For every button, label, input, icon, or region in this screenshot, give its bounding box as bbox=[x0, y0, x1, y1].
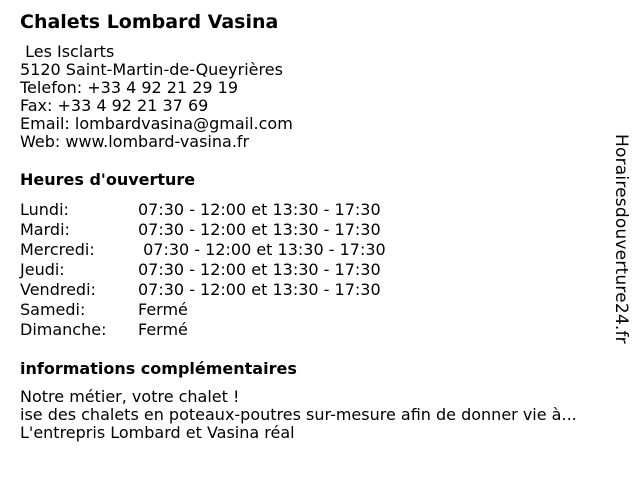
hours-row-friday bbox=[20, 280, 620, 300]
day-time: 07:30 - 12:00 et 13:30 - 17:30 bbox=[138, 240, 386, 259]
day-label: Samedi: bbox=[20, 300, 86, 319]
day-time: 07:30 - 12:00 et 13:30 - 17:30 bbox=[138, 280, 381, 299]
phone-line: Telefon: +33 4 92 21 29 19 bbox=[20, 78, 239, 97]
day-label: Jeudi: bbox=[20, 260, 65, 279]
info-line-2: ise des chalets en poteaux-poutres sur-mesure afin de donner vie à... bbox=[20, 405, 577, 424]
day-label: Lundi: bbox=[20, 200, 69, 219]
hours-title: Heures d'ouverture bbox=[20, 170, 196, 189]
info-block bbox=[20, 388, 620, 442]
day-time: Fermé bbox=[138, 300, 188, 319]
hours-table bbox=[20, 200, 620, 340]
day-time: 07:30 - 12:00 et 13:30 - 17:30 bbox=[138, 200, 381, 219]
day-label: Dimanche: bbox=[20, 320, 107, 339]
address-line-2: 5120 Saint-Martin-de-Queyrières bbox=[20, 60, 283, 79]
fax-line: Fax: +33 4 92 21 37 69 bbox=[20, 96, 209, 115]
hours-row-wednesday bbox=[20, 240, 620, 260]
hours-row-thursday bbox=[20, 260, 620, 280]
day-label: Mardi: bbox=[20, 220, 70, 239]
site-watermark: Horairesdouverture24.fr bbox=[611, 134, 631, 344]
day-time: 07:30 - 12:00 et 13:30 - 17:30 bbox=[138, 220, 381, 239]
info-line-1: Notre métier, votre chalet ! bbox=[20, 387, 240, 406]
web-line: Web: www.lombard-vasina.fr bbox=[20, 132, 250, 151]
day-label: Vendredi: bbox=[20, 280, 96, 299]
address-line-1: Les Isclarts bbox=[20, 42, 115, 61]
contact-block bbox=[20, 43, 620, 151]
day-label: Mercredi: bbox=[20, 240, 95, 259]
business-page bbox=[20, 10, 620, 442]
business-name: Chalets Lombard Vasina bbox=[20, 11, 279, 33]
info-line-3: L'entrepris Lombard et Vasina réal bbox=[20, 423, 295, 442]
day-time: Fermé bbox=[138, 320, 188, 339]
hours-row-sunday bbox=[20, 320, 620, 340]
hours-row-tuesday bbox=[20, 220, 620, 240]
day-time: 07:30 - 12:00 et 13:30 - 17:30 bbox=[138, 260, 381, 279]
info-title: informations complémentaires bbox=[20, 359, 297, 378]
hours-row-saturday bbox=[20, 300, 620, 320]
email-line: Email: lombardvasina@gmail.com bbox=[20, 114, 293, 133]
hours-row-monday bbox=[20, 200, 620, 220]
